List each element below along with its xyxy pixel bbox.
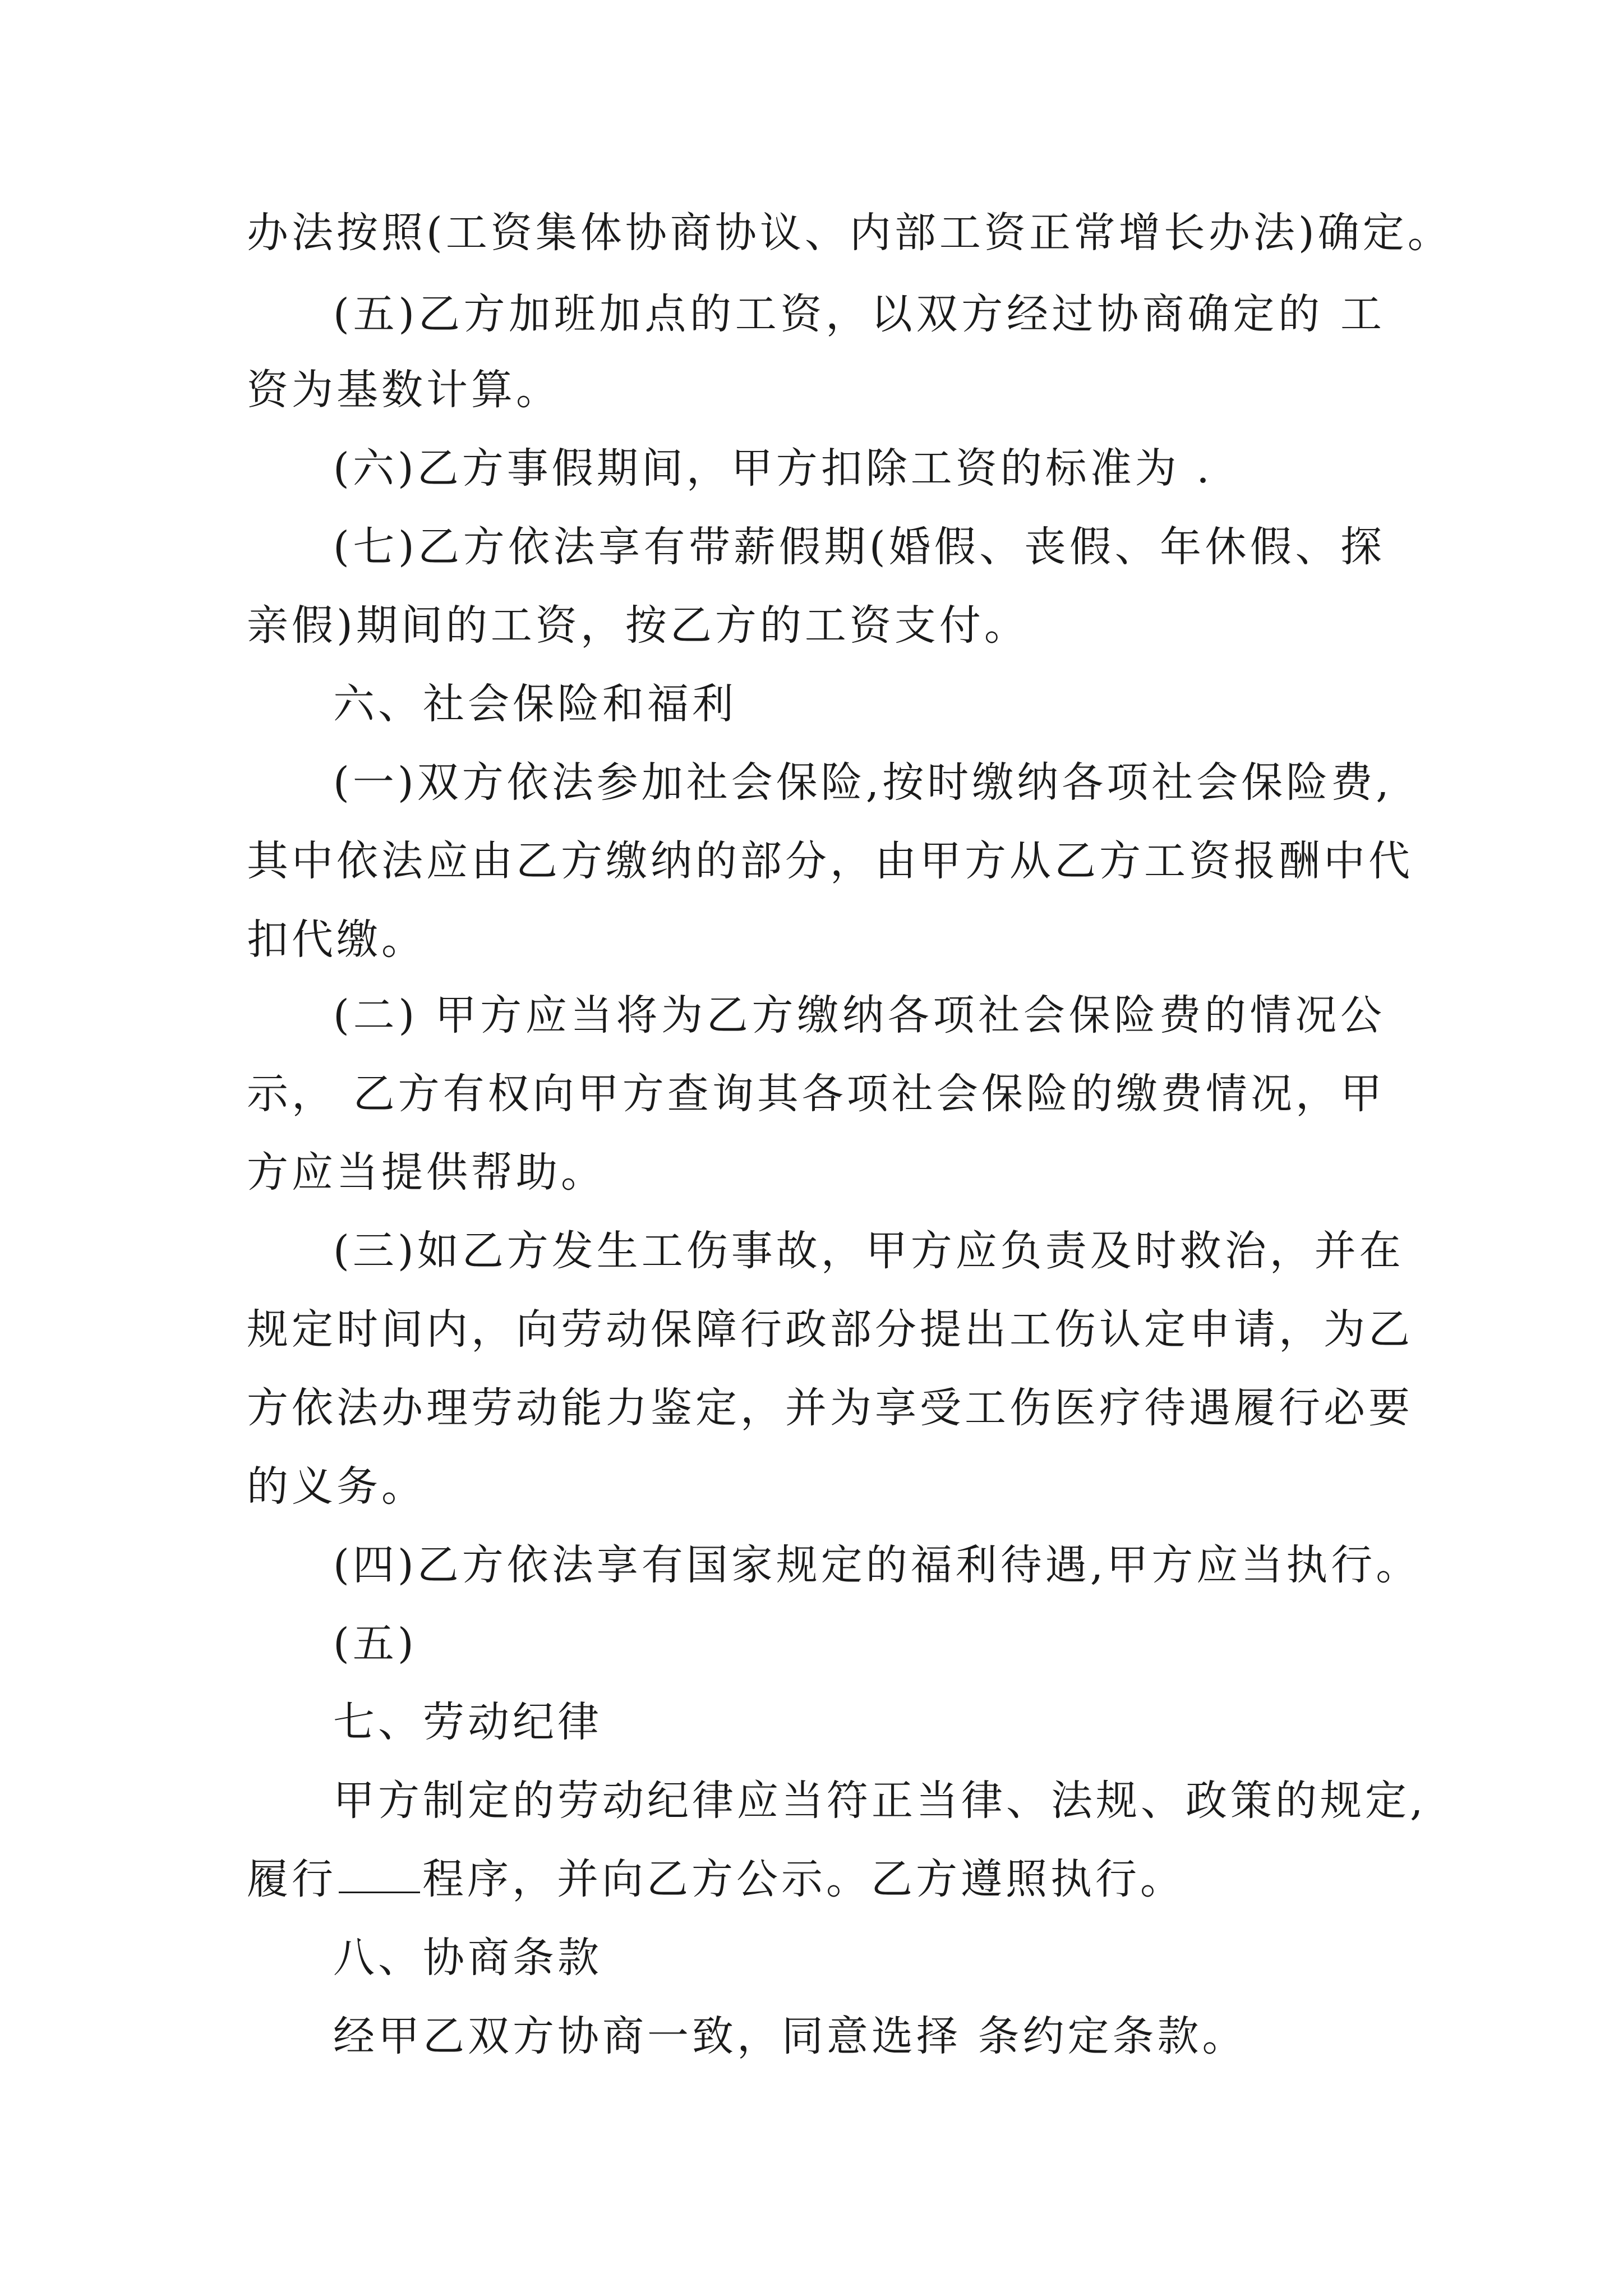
paragraph-line: (六)乙方事假期间，甲方扣除工资的标准为 . [333,444,1213,493]
paragraph-line: 资为基数计算。 [247,366,561,414]
paragraph-line-with-blank [247,1851,1385,1907]
section-heading: 六、社会保险和福利 [333,680,737,728]
paragraph-line: (二) 甲方应当将为乙方缴纳各项社会保险费的情况公 [333,991,1385,1039]
section-heading: 八、协商条款 [333,1934,602,1982]
paragraph-line: 扣代缴。 [247,915,426,964]
fill-in-blank [339,1852,420,1893]
line-text-before-blank: 履行 [247,1855,336,1903]
paragraph-line: 方依法办理劳动能力鉴定，并为享受工伤医疗待遇履行必要 [247,1384,1413,1432]
paragraph-line: 方应当提供帮助。 [247,1148,606,1197]
section-heading: 七、劳动纪律 [333,1698,602,1746]
paragraph-line: 甲方制定的劳动纪律应当符正当律、法规、政策的规定, [333,1777,1427,1825]
paragraph-line: 亲假)期间的工资，按乙方的工资支付。 [247,601,1029,650]
paragraph-line: 的义务。 [247,1462,426,1511]
paragraph-line: 规定时间内，向劳动保障行政部分提出工伤认定申请，为乙 [247,1305,1413,1354]
paragraph-line: 示， 乙方有权向甲方查询其各项社会保险的缴费情况，甲 [247,1070,1385,1118]
paragraph-line: (三)如乙方发生工伤事故，甲方应负责及时救治，并在 [333,1227,1404,1275]
paragraph-line: (五)乙方加班加点的工资，以双方经过协商确定的 工 [333,290,1385,338]
paragraph-line: (五) [333,1619,417,1668]
paragraph-line: (一)双方依法参加社会保险,按时缴纳各项社会保险费, [333,758,1393,807]
paragraph-line: 其中依法应由乙方缴纳的部分，由甲方从乙方工资报酬中代 [247,837,1413,885]
paragraph-line: 经甲乙双方协商一致，同意选择 条约定条款。 [333,2012,1247,2060]
paragraph-line: 办法按照(工资集体协商协议、内部工资正常增长办法)确定。 [247,209,1453,257]
paragraph-line: (四)乙方依法享有国家规定的福利待遇,甲方应当执行。 [333,1541,1421,1589]
line-text-after-blank: 程序，并向乙方公示。乙方遵照执行。 [422,1855,1185,1903]
paragraph-line: (七)乙方依法享有带薪假期(婚假、丧假、年休假、探 [333,523,1385,571]
